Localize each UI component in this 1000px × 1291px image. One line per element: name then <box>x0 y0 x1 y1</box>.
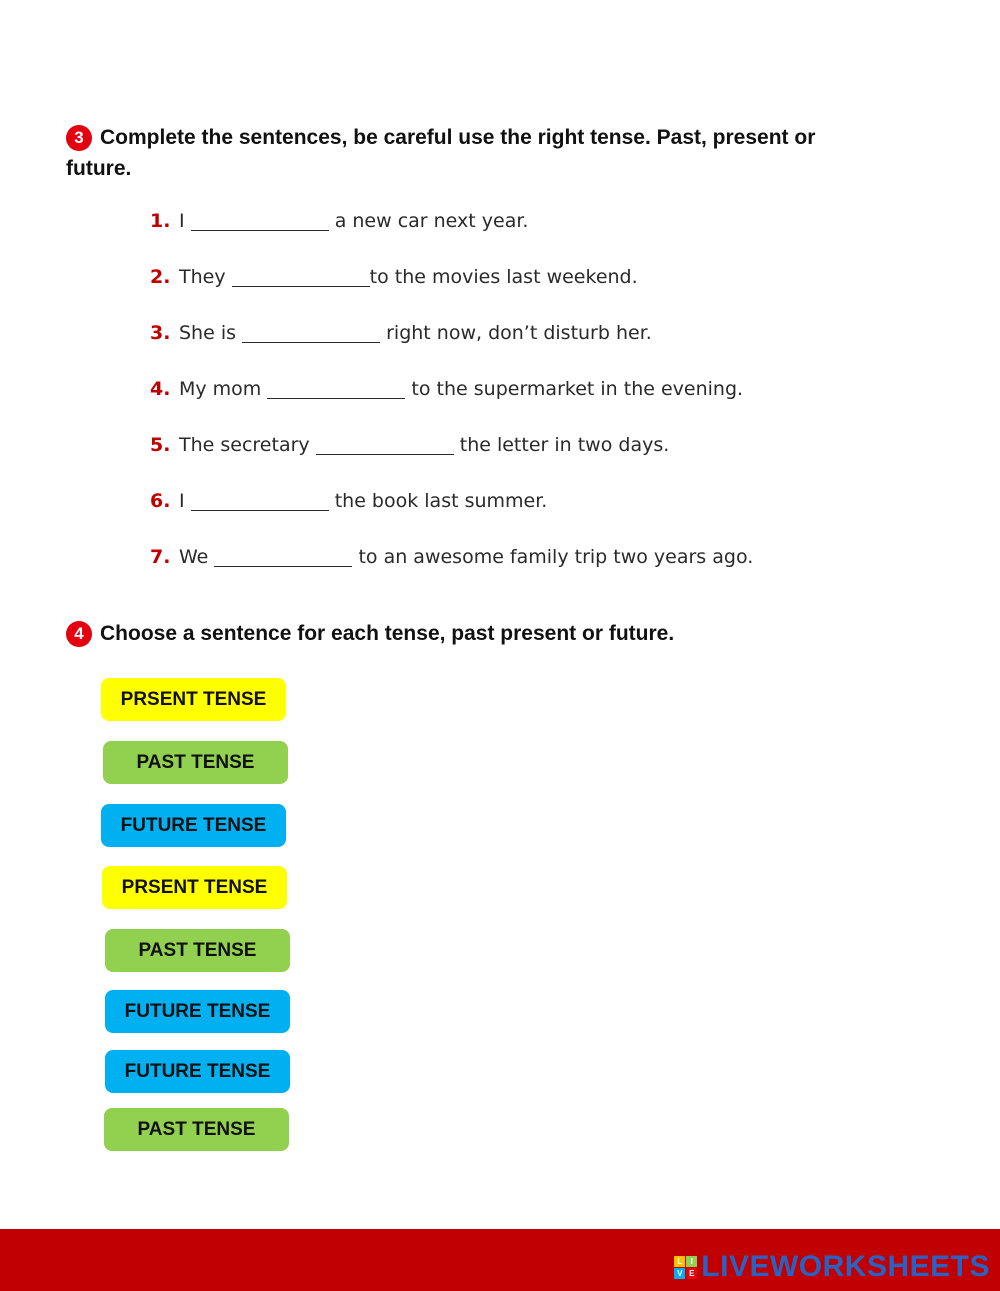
sentence-start: My mom <box>179 378 262 400</box>
section-number-badge: 4 <box>66 621 92 647</box>
sentence-number: 7. <box>150 546 171 568</box>
section-3-heading-line2: future. <box>66 157 132 180</box>
logo-letter-block: L <box>674 1256 685 1267</box>
sentence-number: 4. <box>150 378 171 400</box>
section-4-heading-text: Choose a sentence for each tense, past present or future. <box>100 622 675 645</box>
sentence-item <box>150 539 753 595</box>
sentence-number: 6. <box>150 490 171 512</box>
answer-blank[interactable] <box>267 376 405 399</box>
sentence-end: the book last summer. <box>328 490 548 512</box>
answer-blank[interactable] <box>316 432 454 455</box>
sentence-start: We <box>179 546 209 568</box>
answer-blank[interactable] <box>191 488 329 511</box>
sentence-start: She is <box>179 322 237 344</box>
logo-text: LIVEWORKSHEETS <box>701 1250 990 1283</box>
sentence-number: 2. <box>150 266 171 288</box>
sentence-start: I <box>179 490 185 512</box>
sentence-end: the letter in two days. <box>453 434 670 456</box>
sentence-end: right now, don’t disturb her. <box>380 322 652 344</box>
tense-tag[interactable]: PRSENT TENSE <box>101 678 286 721</box>
section-4-heading <box>66 618 674 649</box>
logo-letter-block: I <box>686 1256 697 1267</box>
logo-letter-block: V <box>674 1268 685 1279</box>
logo-blocks-icon <box>674 1256 697 1279</box>
sentence-number: 3. <box>150 322 171 344</box>
section-3-heading <box>66 122 815 184</box>
answer-blank[interactable] <box>191 208 329 231</box>
tense-tag[interactable]: PAST TENSE <box>104 1108 289 1151</box>
tense-tag[interactable]: PAST TENSE <box>105 929 290 972</box>
sentence-end: to an awesome family trip two years ago. <box>352 546 754 568</box>
sentence-item <box>150 259 753 315</box>
sentence-end: to the supermarket in the evening. <box>405 378 744 400</box>
sentence-number: 5. <box>150 434 171 456</box>
logo-letter-block: E <box>686 1268 697 1279</box>
tense-tag[interactable]: FUTURE TENSE <box>105 1050 290 1093</box>
footer-bar <box>0 1229 1000 1291</box>
answer-blank[interactable] <box>242 320 380 343</box>
answer-blank[interactable] <box>232 264 370 287</box>
sentence-item <box>150 371 753 427</box>
tense-tag[interactable]: PAST TENSE <box>103 741 288 784</box>
tense-tag[interactable]: PRSENT TENSE <box>102 866 287 909</box>
sentence-item <box>150 315 753 371</box>
sentence-item <box>150 203 753 259</box>
sentence-start: The secretary <box>179 434 310 456</box>
sentence-number: 1. <box>150 210 171 232</box>
section-3-heading-line1: Complete the sentences, be careful use the right tense. Past, present or <box>100 126 816 149</box>
sentence-start: They <box>179 266 226 288</box>
sentence-item <box>150 427 753 483</box>
tense-tag[interactable]: FUTURE TENSE <box>101 804 286 847</box>
tense-tag[interactable]: FUTURE TENSE <box>105 990 290 1033</box>
sentence-item <box>150 483 753 539</box>
sentence-end: a new car next year. <box>328 210 529 232</box>
liveworksheets-logo <box>674 1249 990 1285</box>
sentence-list <box>150 203 753 595</box>
section-number-badge: 3 <box>66 125 92 151</box>
sentence-end: to the movies last weekend. <box>369 266 638 288</box>
sentence-start: I <box>179 210 185 232</box>
answer-blank[interactable] <box>214 544 352 567</box>
